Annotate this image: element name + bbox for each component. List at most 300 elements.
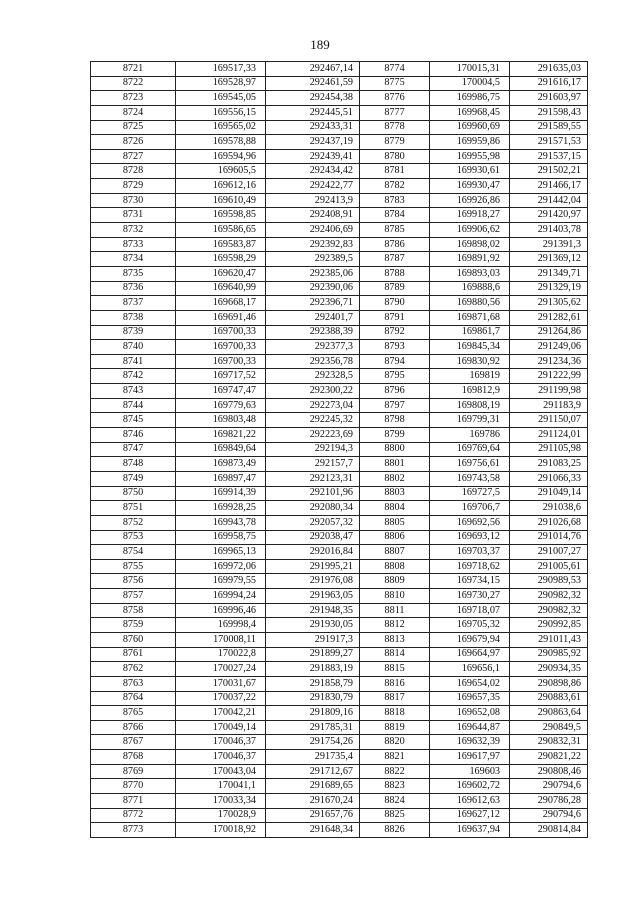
table-row <box>91 179 588 194</box>
y-coordinate-cell: 291083,25 <box>510 457 588 472</box>
point-number-cell: 8795 <box>360 369 430 384</box>
table-row <box>91 384 588 399</box>
y-coordinate-cell: 290989,53 <box>510 574 588 589</box>
y-coordinate-cell: 291598,43 <box>510 105 588 120</box>
y-coordinate-cell: 290849,5 <box>510 720 588 735</box>
y-coordinate-cell: 291007,27 <box>510 545 588 560</box>
y-coordinate-cell: 292445,51 <box>266 105 360 120</box>
x-coordinate-cell: 169603 <box>430 764 510 779</box>
point-number-cell: 8779 <box>360 135 430 150</box>
table-row <box>91 398 588 413</box>
y-coordinate-cell: 291369,12 <box>510 252 588 267</box>
table-row <box>91 545 588 560</box>
table-row <box>91 779 588 794</box>
x-coordinate-cell: 169898,02 <box>430 237 510 252</box>
point-number-cell: 8796 <box>360 384 430 399</box>
x-coordinate-cell: 169918,27 <box>430 208 510 223</box>
point-number-cell: 8786 <box>360 237 430 252</box>
point-number-cell: 8758 <box>91 603 176 618</box>
x-coordinate-cell: 169632,39 <box>430 735 510 750</box>
table-row <box>91 530 588 545</box>
point-number-cell: 8808 <box>360 559 430 574</box>
table-row <box>91 164 588 179</box>
y-coordinate-cell: 291616,17 <box>510 76 588 91</box>
x-coordinate-cell: 169703,37 <box>430 545 510 560</box>
point-number-cell: 8812 <box>360 618 430 633</box>
x-coordinate-cell: 170046,37 <box>176 735 266 750</box>
page-number: 189 <box>310 37 330 52</box>
x-coordinate-cell: 169930,47 <box>430 179 510 194</box>
x-coordinate-cell: 169517,33 <box>176 62 266 77</box>
x-coordinate-cell: 169747,47 <box>176 384 266 399</box>
y-coordinate-cell: 292194,3 <box>266 442 360 457</box>
x-coordinate-cell: 169959,86 <box>430 135 510 150</box>
point-number-cell: 8818 <box>360 706 430 721</box>
x-coordinate-cell: 170004,5 <box>430 76 510 91</box>
y-coordinate-cell: 292437,19 <box>266 135 360 150</box>
x-coordinate-cell: 170033,34 <box>176 794 266 809</box>
x-coordinate-cell: 169679,94 <box>430 632 510 647</box>
y-coordinate-cell: 291199,98 <box>510 384 588 399</box>
point-number-cell: 8736 <box>91 281 176 296</box>
y-coordinate-cell: 290814,84 <box>510 823 588 838</box>
y-coordinate-cell: 292413,9 <box>266 193 360 208</box>
table-row <box>91 105 588 120</box>
y-coordinate-cell: 290863,64 <box>510 706 588 721</box>
y-coordinate-cell: 290786,28 <box>510 794 588 809</box>
point-number-cell: 8780 <box>360 149 430 164</box>
x-coordinate-cell: 169743,58 <box>430 471 510 486</box>
point-number-cell: 8792 <box>360 325 430 340</box>
x-coordinate-cell: 169996,46 <box>176 603 266 618</box>
point-number-cell: 8723 <box>91 91 176 106</box>
point-number-cell: 8823 <box>360 779 430 794</box>
point-number-cell: 8749 <box>91 471 176 486</box>
y-coordinate-cell: 291883,19 <box>266 662 360 677</box>
point-number-cell: 8784 <box>360 208 430 223</box>
y-coordinate-cell: 292408,91 <box>266 208 360 223</box>
y-coordinate-cell: 291603,97 <box>510 91 588 106</box>
x-coordinate-cell: 169718,07 <box>430 603 510 618</box>
y-coordinate-cell: 291105,98 <box>510 442 588 457</box>
y-coordinate-cell: 291995,21 <box>266 559 360 574</box>
y-coordinate-cell: 292401,7 <box>266 310 360 325</box>
y-coordinate-cell: 292038,47 <box>266 530 360 545</box>
point-number-cell: 8768 <box>91 750 176 765</box>
y-coordinate-cell: 291403,78 <box>510 223 588 238</box>
y-coordinate-cell: 291785,31 <box>266 720 360 735</box>
y-coordinate-cell: 292439,41 <box>266 149 360 164</box>
y-coordinate-cell: 291222,99 <box>510 369 588 384</box>
point-number-cell: 8748 <box>91 457 176 472</box>
x-coordinate-cell: 170022,8 <box>176 647 266 662</box>
y-coordinate-cell: 290982,32 <box>510 589 588 604</box>
x-coordinate-cell: 169769,64 <box>430 442 510 457</box>
point-number-cell: 8811 <box>360 603 430 618</box>
table-row <box>91 574 588 589</box>
table-row <box>91 603 588 618</box>
y-coordinate-cell: 290883,61 <box>510 691 588 706</box>
x-coordinate-cell: 169812,9 <box>430 384 510 399</box>
x-coordinate-cell: 169960,69 <box>430 120 510 135</box>
y-coordinate-cell: 291858,79 <box>266 676 360 691</box>
table-row <box>91 91 588 106</box>
table-row <box>91 296 588 311</box>
x-coordinate-cell: 169786 <box>430 428 510 443</box>
x-coordinate-cell: 169888,6 <box>430 281 510 296</box>
y-coordinate-cell: 290982,32 <box>510 603 588 618</box>
y-coordinate-cell: 290832,31 <box>510 735 588 750</box>
y-coordinate-cell: 291466,17 <box>510 179 588 194</box>
y-coordinate-cell: 292157,7 <box>266 457 360 472</box>
y-coordinate-cell: 292377,3 <box>266 340 360 355</box>
x-coordinate-cell: 170028,9 <box>176 808 266 823</box>
x-coordinate-cell: 169958,75 <box>176 530 266 545</box>
y-coordinate-cell: 291349,71 <box>510 266 588 281</box>
table-row <box>91 750 588 765</box>
y-coordinate-cell: 291648,34 <box>266 823 360 838</box>
point-number-cell: 8804 <box>360 501 430 516</box>
x-coordinate-cell: 170015,31 <box>430 62 510 77</box>
x-coordinate-cell: 169640,99 <box>176 281 266 296</box>
point-number-cell: 8724 <box>91 105 176 120</box>
table-row <box>91 354 588 369</box>
point-number-cell: 8825 <box>360 808 430 823</box>
y-coordinate-cell: 291948,35 <box>266 603 360 618</box>
x-coordinate-cell: 169644,87 <box>430 720 510 735</box>
point-number-cell: 8805 <box>360 515 430 530</box>
table-body <box>91 62 588 838</box>
point-number-cell: 8820 <box>360 735 430 750</box>
y-coordinate-cell: 291014,76 <box>510 530 588 545</box>
y-coordinate-cell: 292396,71 <box>266 296 360 311</box>
x-coordinate-cell: 169819 <box>430 369 510 384</box>
point-number-cell: 8806 <box>360 530 430 545</box>
point-number-cell: 8772 <box>91 808 176 823</box>
x-coordinate-cell: 169880,56 <box>430 296 510 311</box>
x-coordinate-cell: 169620,47 <box>176 266 266 281</box>
y-coordinate-cell: 292016,84 <box>266 545 360 560</box>
point-number-cell: 8769 <box>91 764 176 779</box>
point-number-cell: 8810 <box>360 589 430 604</box>
point-number-cell: 8777 <box>360 105 430 120</box>
point-number-cell: 8793 <box>360 340 430 355</box>
y-coordinate-cell: 291670,24 <box>266 794 360 809</box>
point-number-cell: 8721 <box>91 62 176 77</box>
x-coordinate-cell: 169930,61 <box>430 164 510 179</box>
y-coordinate-cell: 290794,6 <box>510 779 588 794</box>
y-coordinate-cell: 291234,36 <box>510 354 588 369</box>
point-number-cell: 8756 <box>91 574 176 589</box>
point-number-cell: 8789 <box>360 281 430 296</box>
x-coordinate-cell: 169727,5 <box>430 486 510 501</box>
x-coordinate-cell: 170018,92 <box>176 823 266 838</box>
y-coordinate-cell: 291571,53 <box>510 135 588 150</box>
coordinates-table <box>90 61 588 838</box>
point-number-cell: 8741 <box>91 354 176 369</box>
y-coordinate-cell: 292433,31 <box>266 120 360 135</box>
point-number-cell: 8819 <box>360 720 430 735</box>
x-coordinate-cell: 170042,21 <box>176 706 266 721</box>
point-number-cell: 8755 <box>91 559 176 574</box>
y-coordinate-cell: 291635,03 <box>510 62 588 77</box>
point-number-cell: 8803 <box>360 486 430 501</box>
x-coordinate-cell: 170049,14 <box>176 720 266 735</box>
point-number-cell: 8775 <box>360 76 430 91</box>
point-number-cell: 8746 <box>91 428 176 443</box>
y-coordinate-cell: 291589,55 <box>510 120 588 135</box>
point-number-cell: 8773 <box>91 823 176 838</box>
table-row <box>91 457 588 472</box>
table-row <box>91 340 588 355</box>
point-number-cell: 8783 <box>360 193 430 208</box>
x-coordinate-cell: 169718,62 <box>430 559 510 574</box>
y-coordinate-cell: 291830,79 <box>266 691 360 706</box>
y-coordinate-cell: 291930,05 <box>266 618 360 633</box>
y-coordinate-cell: 291442,04 <box>510 193 588 208</box>
x-coordinate-cell: 169700,33 <box>176 325 266 340</box>
x-coordinate-cell: 169779,63 <box>176 398 266 413</box>
table-row <box>91 62 588 77</box>
x-coordinate-cell: 169602,72 <box>430 779 510 794</box>
point-number-cell: 8815 <box>360 662 430 677</box>
y-coordinate-cell: 292434,42 <box>266 164 360 179</box>
x-coordinate-cell: 169583,87 <box>176 237 266 252</box>
x-coordinate-cell: 170031,67 <box>176 676 266 691</box>
x-coordinate-cell: 169700,33 <box>176 340 266 355</box>
x-coordinate-cell: 169968,45 <box>430 105 510 120</box>
y-coordinate-cell: 292461,59 <box>266 76 360 91</box>
x-coordinate-cell: 169808,19 <box>430 398 510 413</box>
point-number-cell: 8733 <box>91 237 176 252</box>
table-row <box>91 310 588 325</box>
point-number-cell: 8800 <box>360 442 430 457</box>
table-row <box>91 676 588 691</box>
point-number-cell: 8728 <box>91 164 176 179</box>
point-number-cell: 8788 <box>360 266 430 281</box>
x-coordinate-cell: 169598,29 <box>176 252 266 267</box>
y-coordinate-cell: 291502,21 <box>510 164 588 179</box>
x-coordinate-cell: 169586,65 <box>176 223 266 238</box>
y-coordinate-cell: 290934,35 <box>510 662 588 677</box>
point-number-cell: 8782 <box>360 179 430 194</box>
x-coordinate-cell: 169565,02 <box>176 120 266 135</box>
point-number-cell: 8794 <box>360 354 430 369</box>
point-number-cell: 8791 <box>360 310 430 325</box>
table-row <box>91 632 588 647</box>
point-number-cell: 8747 <box>91 442 176 457</box>
y-coordinate-cell: 292454,38 <box>266 91 360 106</box>
x-coordinate-cell: 169700,33 <box>176 354 266 369</box>
point-number-cell: 8778 <box>360 120 430 135</box>
point-number-cell: 8797 <box>360 398 430 413</box>
point-number-cell: 8764 <box>91 691 176 706</box>
x-coordinate-cell: 169637,94 <box>430 823 510 838</box>
point-number-cell: 8751 <box>91 501 176 516</box>
x-coordinate-cell: 169873,49 <box>176 457 266 472</box>
y-coordinate-cell: 291005,61 <box>510 559 588 574</box>
point-number-cell: 8722 <box>91 76 176 91</box>
point-number-cell: 8798 <box>360 413 430 428</box>
x-coordinate-cell: 169897,47 <box>176 471 266 486</box>
point-number-cell: 8750 <box>91 486 176 501</box>
point-number-cell: 8732 <box>91 223 176 238</box>
point-number-cell: 8739 <box>91 325 176 340</box>
y-coordinate-cell: 292356,78 <box>266 354 360 369</box>
y-coordinate-cell: 290898,86 <box>510 676 588 691</box>
table-row <box>91 237 588 252</box>
y-coordinate-cell: 292422,77 <box>266 179 360 194</box>
y-coordinate-cell: 291150,07 <box>510 413 588 428</box>
point-number-cell: 8787 <box>360 252 430 267</box>
y-coordinate-cell: 291066,33 <box>510 471 588 486</box>
x-coordinate-cell: 169979,55 <box>176 574 266 589</box>
x-coordinate-cell: 169705,32 <box>430 618 510 633</box>
x-coordinate-cell: 169654,02 <box>430 676 510 691</box>
point-number-cell: 8770 <box>91 779 176 794</box>
table-row <box>91 223 588 238</box>
y-coordinate-cell: 291249,06 <box>510 340 588 355</box>
y-coordinate-cell: 292385,06 <box>266 266 360 281</box>
table-row <box>91 515 588 530</box>
x-coordinate-cell: 169605,5 <box>176 164 266 179</box>
point-number-cell: 8762 <box>91 662 176 677</box>
x-coordinate-cell: 169706,7 <box>430 501 510 516</box>
point-number-cell: 8785 <box>360 223 430 238</box>
x-coordinate-cell: 170027,24 <box>176 662 266 677</box>
y-coordinate-cell: 291963,05 <box>266 589 360 604</box>
point-number-cell: 8826 <box>360 823 430 838</box>
point-number-cell: 8727 <box>91 149 176 164</box>
table-row <box>91 823 588 838</box>
y-coordinate-cell: 291976,08 <box>266 574 360 589</box>
y-coordinate-cell: 291124,01 <box>510 428 588 443</box>
point-number-cell: 8799 <box>360 428 430 443</box>
point-number-cell: 8725 <box>91 120 176 135</box>
table-row <box>91 208 588 223</box>
y-coordinate-cell: 290808,46 <box>510 764 588 779</box>
table-row <box>91 369 588 384</box>
point-number-cell: 8730 <box>91 193 176 208</box>
table-row <box>91 266 588 281</box>
point-number-cell: 8765 <box>91 706 176 721</box>
y-coordinate-cell: 291712,67 <box>266 764 360 779</box>
y-coordinate-cell: 292328,5 <box>266 369 360 384</box>
table-row <box>91 442 588 457</box>
point-number-cell: 8761 <box>91 647 176 662</box>
point-number-cell: 8744 <box>91 398 176 413</box>
table-row <box>91 120 588 135</box>
table-row <box>91 662 588 677</box>
y-coordinate-cell: 291537,15 <box>510 149 588 164</box>
y-coordinate-cell: 291754,26 <box>266 735 360 750</box>
x-coordinate-cell: 170008,11 <box>176 632 266 647</box>
x-coordinate-cell: 169656,1 <box>430 662 510 677</box>
x-coordinate-cell: 169594,96 <box>176 149 266 164</box>
table-row <box>91 281 588 296</box>
point-number-cell: 8757 <box>91 589 176 604</box>
table-row <box>91 647 588 662</box>
point-number-cell: 8735 <box>91 266 176 281</box>
table-row <box>91 413 588 428</box>
x-coordinate-cell: 169657,35 <box>430 691 510 706</box>
x-coordinate-cell: 169943,78 <box>176 515 266 530</box>
y-coordinate-cell: 291899,27 <box>266 647 360 662</box>
x-coordinate-cell: 169821,22 <box>176 428 266 443</box>
x-coordinate-cell: 169803,48 <box>176 413 266 428</box>
x-coordinate-cell: 169734,15 <box>430 574 510 589</box>
point-number-cell: 8766 <box>91 720 176 735</box>
table-row <box>91 764 588 779</box>
point-number-cell: 8742 <box>91 369 176 384</box>
point-number-cell: 8821 <box>360 750 430 765</box>
y-coordinate-cell: 292223,69 <box>266 428 360 443</box>
table-row <box>91 808 588 823</box>
point-number-cell: 8813 <box>360 632 430 647</box>
y-coordinate-cell: 290794,6 <box>510 808 588 823</box>
x-coordinate-cell: 170043,04 <box>176 764 266 779</box>
y-coordinate-cell: 291657,76 <box>266 808 360 823</box>
y-coordinate-cell: 292101,96 <box>266 486 360 501</box>
point-number-cell: 8752 <box>91 515 176 530</box>
point-number-cell: 8776 <box>360 91 430 106</box>
point-number-cell: 8745 <box>91 413 176 428</box>
point-number-cell: 8759 <box>91 618 176 633</box>
table-row <box>91 720 588 735</box>
x-coordinate-cell: 170037,22 <box>176 691 266 706</box>
x-coordinate-cell: 170041,1 <box>176 779 266 794</box>
x-coordinate-cell: 169692,56 <box>430 515 510 530</box>
y-coordinate-cell: 292390,06 <box>266 281 360 296</box>
y-coordinate-cell: 291689,65 <box>266 779 360 794</box>
y-coordinate-cell: 291049,14 <box>510 486 588 501</box>
x-coordinate-cell: 169861,7 <box>430 325 510 340</box>
point-number-cell: 8740 <box>91 340 176 355</box>
point-number-cell: 8807 <box>360 545 430 560</box>
x-coordinate-cell: 169926,86 <box>430 193 510 208</box>
y-coordinate-cell: 291183,9 <box>510 398 588 413</box>
point-number-cell: 8737 <box>91 296 176 311</box>
point-number-cell: 8767 <box>91 735 176 750</box>
table-row <box>91 76 588 91</box>
point-number-cell: 8774 <box>360 62 430 77</box>
x-coordinate-cell: 169691,46 <box>176 310 266 325</box>
y-coordinate-cell: 291735,4 <box>266 750 360 765</box>
point-number-cell: 8734 <box>91 252 176 267</box>
x-coordinate-cell: 169955,98 <box>430 149 510 164</box>
x-coordinate-cell: 169893,03 <box>430 266 510 281</box>
x-coordinate-cell: 169612,63 <box>430 794 510 809</box>
x-coordinate-cell: 169598,85 <box>176 208 266 223</box>
table-row <box>91 589 588 604</box>
x-coordinate-cell: 169998,4 <box>176 618 266 633</box>
x-coordinate-cell: 169891,92 <box>430 252 510 267</box>
table-row <box>91 149 588 164</box>
y-coordinate-cell: 292300,22 <box>266 384 360 399</box>
y-coordinate-cell: 291420,97 <box>510 208 588 223</box>
x-coordinate-cell: 169528,97 <box>176 76 266 91</box>
y-coordinate-cell: 291038,6 <box>510 501 588 516</box>
x-coordinate-cell: 169928,25 <box>176 501 266 516</box>
x-coordinate-cell: 169612,16 <box>176 179 266 194</box>
x-coordinate-cell: 169664,97 <box>430 647 510 662</box>
point-number-cell: 8760 <box>91 632 176 647</box>
y-coordinate-cell: 292123,31 <box>266 471 360 486</box>
point-number-cell: 8753 <box>91 530 176 545</box>
x-coordinate-cell: 169717,52 <box>176 369 266 384</box>
table-row <box>91 691 588 706</box>
y-coordinate-cell: 292388,39 <box>266 325 360 340</box>
